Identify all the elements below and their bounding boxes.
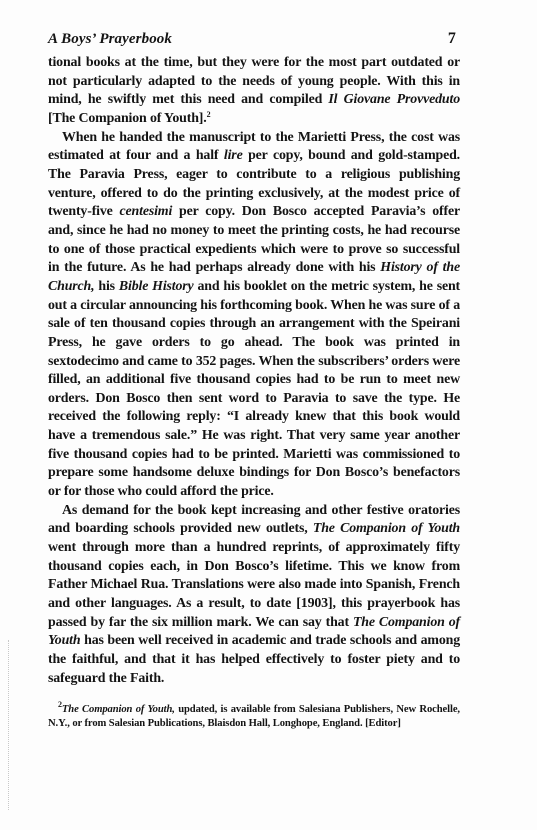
running-title: A Boys’ Prayerbook: [48, 31, 173, 47]
italic-text: The Companion of Youth: [312, 521, 460, 537]
italic-text: History of the Church,: [48, 260, 460, 294]
text-run: and his booklet on the metric system, he sent out a circular announcing his forthcoming book. When he was sure of a sale of ten thousand copies through an arrangement with the Speirani Press, he gave orders to go ahead. The book was printed in sextodecimo and came to 352 pages. When the subscribers’ orders were filled, an additional five thousand copies had to be run to meet new orders. Don Bosco then sent word to Paravia to save the type. He received the following reply: “I already knew that this book would have a tremendous sale.” He was right. That very same year another five thousand copies had to be printed. Marietti was commissioned to prepare some handsome deluxe bindings for Don Bosco’s benefactors or for those who could afford the price.: [48, 278, 461, 500]
italic-text: Bible History: [118, 278, 194, 294]
text-run: has been well received in academic and trade schools and among the faithful, and that it has helped effectively to foster piety and to safeguard the Faith.: [48, 633, 460, 686]
text-run: [The Companion of Youth].: [48, 110, 207, 126]
italic-text: Il Giovane Provveduto: [328, 92, 460, 108]
running-head: [48, 30, 460, 48]
text-run: When he handed the manuscript to the Marietti Press, the cost was estimated at four and a half: [48, 129, 460, 164]
text-run: his: [94, 278, 119, 294]
scan-margin-specks: [8, 640, 11, 810]
italic-text: The Companion of Youth,: [61, 704, 175, 716]
page-number: 7: [447, 30, 456, 47]
italic-text: The Companion of Youth: [48, 614, 460, 649]
paragraph: [48, 54, 460, 129]
text-run: updated, is available from Salesiana Publishers, New Rochelle, N.Y., or from Salesian Publications, Blaisdon Hall, Longhope, England. [Editor]: [48, 704, 460, 729]
footnote-text: [48, 700, 460, 730]
text-run: As demand for the book kept increasing and other festive oratories and boarding schools provided new outlets,: [48, 502, 460, 537]
paragraph: [48, 502, 460, 689]
footnote: [48, 700, 460, 730]
italic-text: centesimi: [119, 204, 173, 220]
text-run: per copy, bound and gold-stamped. The Paravia Press, eager to contribute to a religious publishing venture, offered to do the printing exclusively, at the modest price of twenty-five: [48, 148, 460, 220]
text-run: per copy. Don Bosco accepted Paravia’s offer and, since he had no money to meet the printing costs, he had recourse to one of those practical expedients which were to prove so successful in the future. As he had perhaps already done with his: [48, 204, 460, 276]
body-text: [48, 54, 460, 688]
paragraph: [48, 129, 460, 502]
italic-text: lire: [223, 148, 243, 164]
footnote-marker: 2: [58, 700, 62, 710]
book-page: [48, 30, 460, 731]
text-run: tional books at the time, but they were for the most part outdated or not particularly adapted to the needs of young people. With this in mind, he swiftly met this need and compiled: [48, 55, 460, 108]
text-run: went through more than a hundred reprints, of approximately fifty thousand copies each, in Don Bosco’s lifetime. This we know from Father Michael Rua. Translations were also made into Spanish, French and other languages. As a result, to date [1903], this prayerbook has passed by far the six million mark. We can say that: [48, 540, 460, 630]
footnote-marker: 2: [206, 109, 211, 119]
